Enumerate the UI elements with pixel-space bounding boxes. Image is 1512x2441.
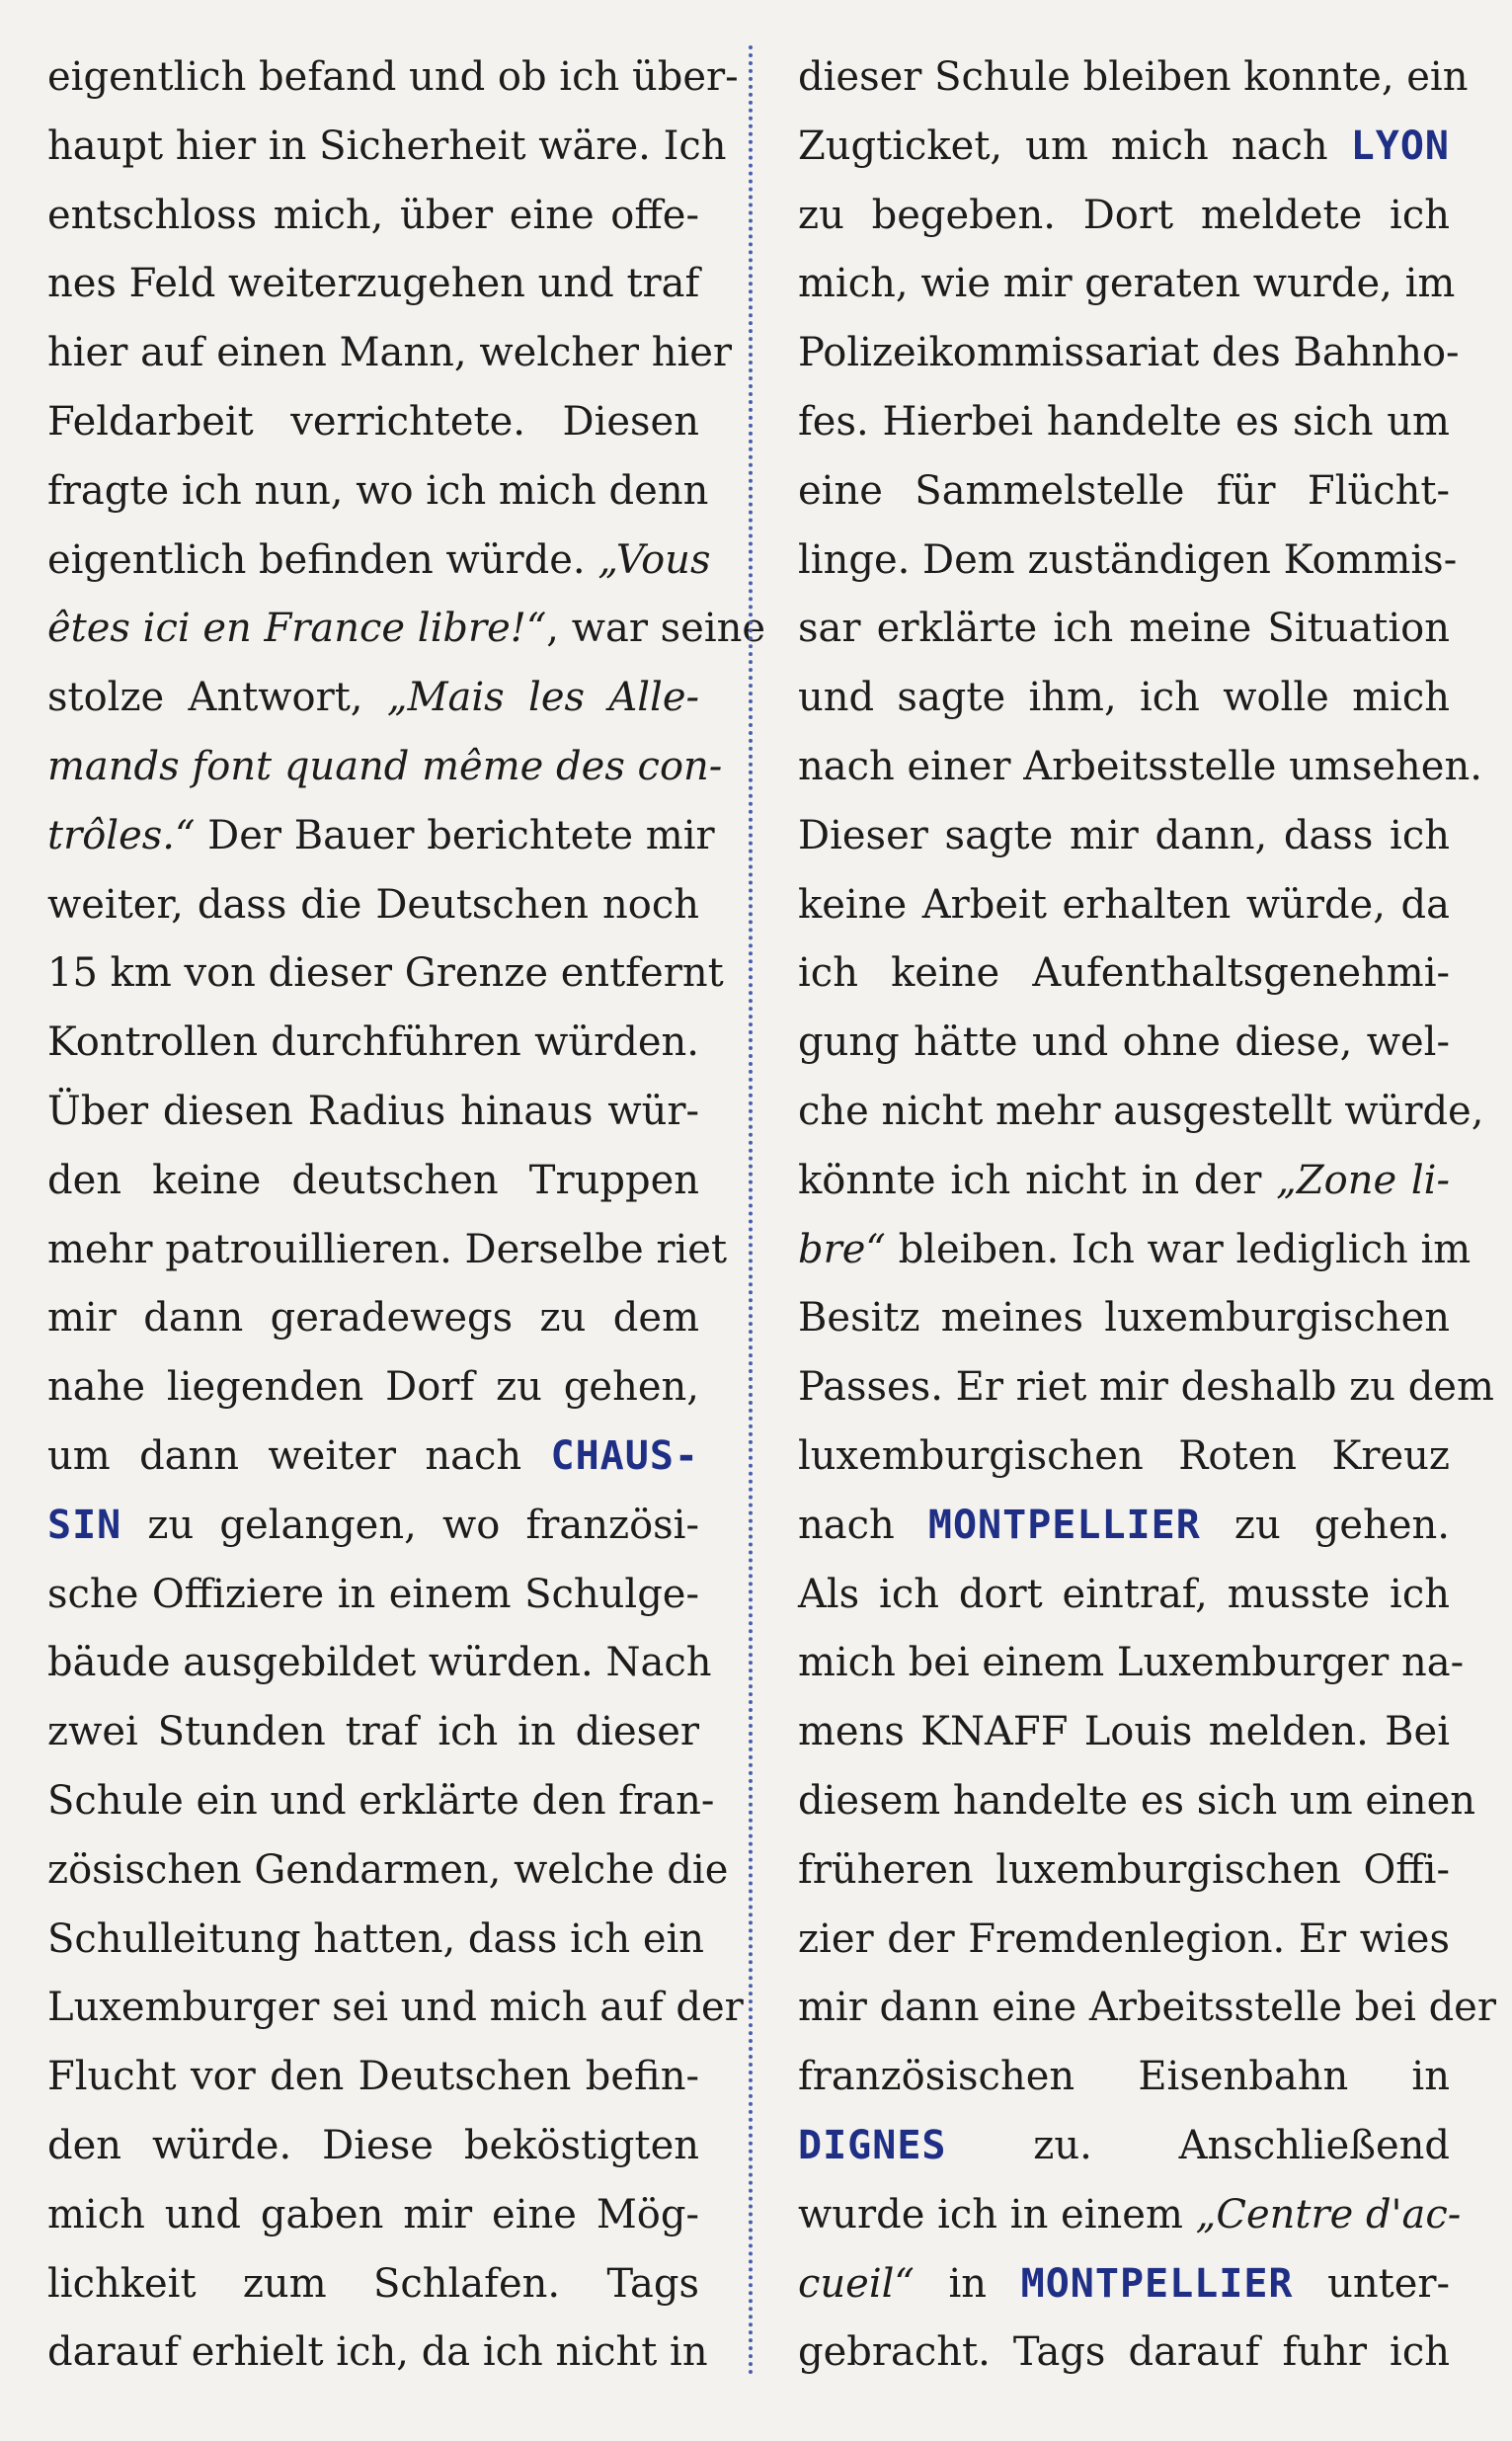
text-segment: linge. Dem zuständigen Kommis- — [798, 536, 1458, 583]
text-segment: den keine deutschen Truppen — [47, 1157, 699, 1203]
text-line — [47, 1836, 729, 1906]
text-line — [47, 388, 699, 457]
place-name: LYON — [1350, 122, 1450, 169]
place-name: SIN — [47, 1502, 122, 1548]
text-segment: Schulleitung hatten, dass ich ein — [47, 1915, 705, 1962]
text-segment: eigentlich befand und ob ich über- — [47, 54, 739, 100]
text-segment: bleiben. Ich war lediglich im — [885, 1226, 1472, 1272]
text-line — [798, 1974, 1496, 2043]
text-line — [798, 664, 1450, 733]
text-segment: mehr patrouillieren. Derselbe riet — [47, 1226, 728, 1272]
text-line — [47, 1353, 699, 1423]
text-line — [798, 733, 1482, 802]
text-segment: nes Feld weiterzugehen und traf — [47, 261, 700, 307]
text-segment: diesem handelte es sich um einen — [798, 1777, 1475, 1824]
text-line — [47, 43, 739, 113]
text-segment: zu gelangen, wo französi- — [121, 1502, 699, 1548]
place-name: MONTPELLIER — [1020, 2260, 1294, 2307]
text-segment: mir dann eine Arbeitsstelle bei der — [798, 1985, 1496, 2031]
text-line — [798, 1767, 1475, 1836]
text-segment: keine Arbeit erhalten würde, da — [798, 881, 1450, 928]
text-line — [798, 1009, 1450, 1078]
text-line — [47, 1284, 699, 1353]
text-line — [47, 1078, 699, 1147]
text-segment: Feldarbeit verrichtete. Diesen — [47, 398, 699, 445]
text-line — [798, 182, 1450, 251]
text-line — [47, 2250, 699, 2319]
text-line — [798, 802, 1450, 871]
text-segment: gung hätte und ohne diese, wel- — [798, 1019, 1450, 1066]
text-line — [47, 1561, 699, 1630]
text-segment: gebracht. Tags darauf fuhr ich — [798, 2329, 1450, 2376]
text-segment: nahe liegenden Dorf zu gehen, — [47, 1364, 699, 1411]
text-line — [47, 1906, 705, 1975]
text-line — [47, 2319, 708, 2388]
text-line — [47, 1767, 715, 1836]
text-segment: eine Sammelstelle für Flücht- — [798, 467, 1450, 514]
text-segment: luxemburgischen Roten Kreuz — [798, 1432, 1450, 1479]
text-segment: mich bei einem Luxemburger na- — [798, 1640, 1465, 1686]
text-segment: Kontrollen durchführen würden. — [47, 1019, 699, 1066]
text-line — [798, 939, 1450, 1009]
text-line — [798, 1284, 1450, 1353]
italic-quote: mands font quand même des con- — [47, 743, 723, 789]
text-line — [798, 2112, 1450, 2181]
text-line — [798, 319, 1460, 388]
text-segment: che nicht mehr ausgestellt würde, — [798, 1088, 1484, 1134]
place-name: DIGNES — [798, 2122, 947, 2168]
text-segment: fragte ich nun, wo ich mich denn — [47, 467, 709, 514]
text-line — [798, 527, 1458, 596]
italic-quote: „Centre d'ac- — [1195, 2191, 1462, 2238]
text-segment: nach einer Arbeitsstelle umsehen. — [798, 743, 1482, 789]
text-line — [798, 250, 1456, 319]
text-segment: mich und gaben mir eine Mög- — [47, 2191, 699, 2238]
text-line — [798, 1078, 1484, 1147]
text-segment: Luxemburger sei und mich auf der — [47, 1985, 744, 2031]
text-line — [47, 2181, 699, 2250]
italic-quote: bre“ — [798, 1226, 886, 1272]
text-line — [798, 595, 1450, 664]
text-line — [798, 1698, 1450, 1767]
text-line — [47, 733, 723, 802]
text-line — [798, 2250, 1450, 2319]
text-segment: entschloss mich, über eine offe- — [47, 192, 699, 238]
text-segment: in — [914, 2260, 1021, 2307]
text-segment: wurde ich in einem — [798, 2191, 1196, 2238]
text-line — [47, 1423, 699, 1492]
text-line — [798, 2319, 1450, 2388]
text-segment: zier der Fremdenlegion. Er wies — [798, 1915, 1450, 1962]
text-segment: mens KNAFF Louis melden. Bei — [798, 1709, 1450, 1755]
text-segment: den würde. Diese beköstigten — [47, 2122, 699, 2168]
text-segment: weiter, dass die Deutschen noch — [47, 881, 699, 928]
text-line — [798, 1147, 1450, 1216]
text-segment: bäude ausgebildet würden. Nach — [47, 1640, 712, 1686]
text-line — [798, 871, 1450, 940]
text-line — [47, 1698, 699, 1767]
text-line — [798, 457, 1450, 527]
text-segment: ich keine Aufenthaltsgenehmi- — [798, 950, 1450, 997]
text-segment: und sagte ihm, ich wolle mich — [798, 675, 1450, 721]
text-line — [47, 802, 715, 871]
text-segment: Polizeikommissariat des Bahnho- — [798, 330, 1460, 376]
text-line — [47, 2112, 699, 2181]
text-segment: könnte ich nicht in der — [798, 1157, 1277, 1203]
text-segment: haupt hier in Sicherheit wäre. Ich — [47, 122, 727, 169]
text-segment: Der Bauer berichtete mir — [195, 812, 715, 858]
text-line — [47, 595, 766, 664]
text-segment: zösischen Gendarmen, welche die — [47, 1846, 729, 1893]
text-line — [47, 664, 699, 733]
text-line — [798, 1423, 1450, 1492]
text-segment: Schule ein und erklärte den fran- — [47, 1777, 715, 1824]
text-segment: Über diesen Radius hinaus wür- — [47, 1088, 699, 1134]
text-line — [798, 1906, 1450, 1975]
text-line — [798, 2181, 1462, 2250]
text-line — [798, 1629, 1465, 1698]
text-segment: darauf erhielt ich, da ich nicht in — [47, 2329, 708, 2376]
text-segment: um dann weiter nach — [47, 1432, 551, 1479]
italic-quote: „Zone li- — [1276, 1157, 1450, 1203]
text-line — [47, 1974, 744, 2043]
text-line — [47, 182, 699, 251]
italic-quote: cueil“ — [798, 2260, 915, 2307]
place-name: MONTPELLIER — [927, 1502, 1201, 1548]
text-segment: zu gehen. — [1200, 1502, 1450, 1548]
text-line — [47, 1147, 699, 1216]
left-text-column — [47, 43, 766, 2388]
text-segment: lichkeit zum Schlafen. Tags — [47, 2260, 699, 2307]
text-line — [798, 2043, 1450, 2112]
text-segment: Flucht vor den Deutschen befin- — [47, 2054, 699, 2100]
text-segment: Passes. Er riet mir deshalb zu dem — [798, 1364, 1494, 1411]
text-segment: eigentlich befinden würde. — [47, 536, 598, 583]
text-line — [47, 250, 699, 319]
text-line — [798, 1836, 1450, 1906]
text-segment: , war seine — [546, 606, 766, 652]
dotted-column-divider — [749, 45, 753, 2377]
text-line — [47, 871, 699, 940]
italic-quote: trôles.“ — [47, 812, 196, 858]
text-segment: mir dann geradewegs zu dem — [47, 1295, 699, 1342]
text-segment: 15 km von dieser Grenze entfernt — [47, 950, 724, 997]
text-line — [798, 1216, 1472, 1285]
text-line — [798, 1561, 1450, 1630]
text-segment: zu begeben. Dort meldete ich — [798, 192, 1450, 238]
text-segment: mich, wie mir geraten wurde, im — [798, 261, 1456, 307]
text-segment: nach — [798, 1502, 928, 1548]
text-line — [798, 113, 1450, 182]
text-segment: zu. Anschließend — [946, 2122, 1450, 2168]
text-segment: französischen Eisenbahn in — [798, 2054, 1450, 2100]
italic-quote: „Mais les Alle- — [386, 675, 699, 721]
text-line — [47, 1216, 728, 1285]
text-line — [47, 457, 709, 527]
text-segment: fes. Hierbei handelte es sich um — [798, 398, 1450, 445]
text-segment: dieser Schule bleiben konnte, ein — [798, 54, 1469, 100]
text-segment: zwei Stunden traf ich in dieser — [47, 1709, 699, 1755]
italic-quote: êtes ici en France libre!“ — [47, 606, 547, 652]
right-text-column — [798, 43, 1496, 2388]
text-line — [798, 1353, 1494, 1423]
text-segment: unter- — [1293, 2260, 1451, 2307]
place-name: CHAUS- — [550, 1432, 699, 1479]
text-line — [47, 939, 724, 1009]
text-line — [47, 1009, 699, 1078]
text-line — [47, 1629, 712, 1698]
text-segment: früheren luxemburgischen Offi- — [798, 1846, 1450, 1893]
text-segment: sar erklärte ich meine Situation — [798, 606, 1450, 652]
text-line — [47, 2043, 699, 2112]
text-segment: stolze Antwort, — [47, 675, 387, 721]
text-segment: Zugticket, um mich nach — [798, 122, 1351, 169]
text-segment: Besitz meines luxemburgischen — [798, 1295, 1450, 1342]
italic-quote: „Vous — [597, 536, 711, 583]
text-line — [798, 43, 1469, 113]
text-line — [798, 388, 1450, 457]
text-line — [47, 1492, 699, 1561]
text-line — [47, 527, 711, 596]
text-line — [798, 1492, 1450, 1561]
text-segment: Als ich dort eintraf, musste ich — [798, 1571, 1450, 1617]
text-segment: hier auf einen Mann, welcher hier — [47, 330, 733, 376]
text-line — [47, 113, 727, 182]
text-segment: sche Offiziere in einem Schulge- — [47, 1571, 699, 1617]
text-line — [47, 319, 733, 388]
text-segment: Dieser sagte mir dann, dass ich — [798, 812, 1450, 858]
